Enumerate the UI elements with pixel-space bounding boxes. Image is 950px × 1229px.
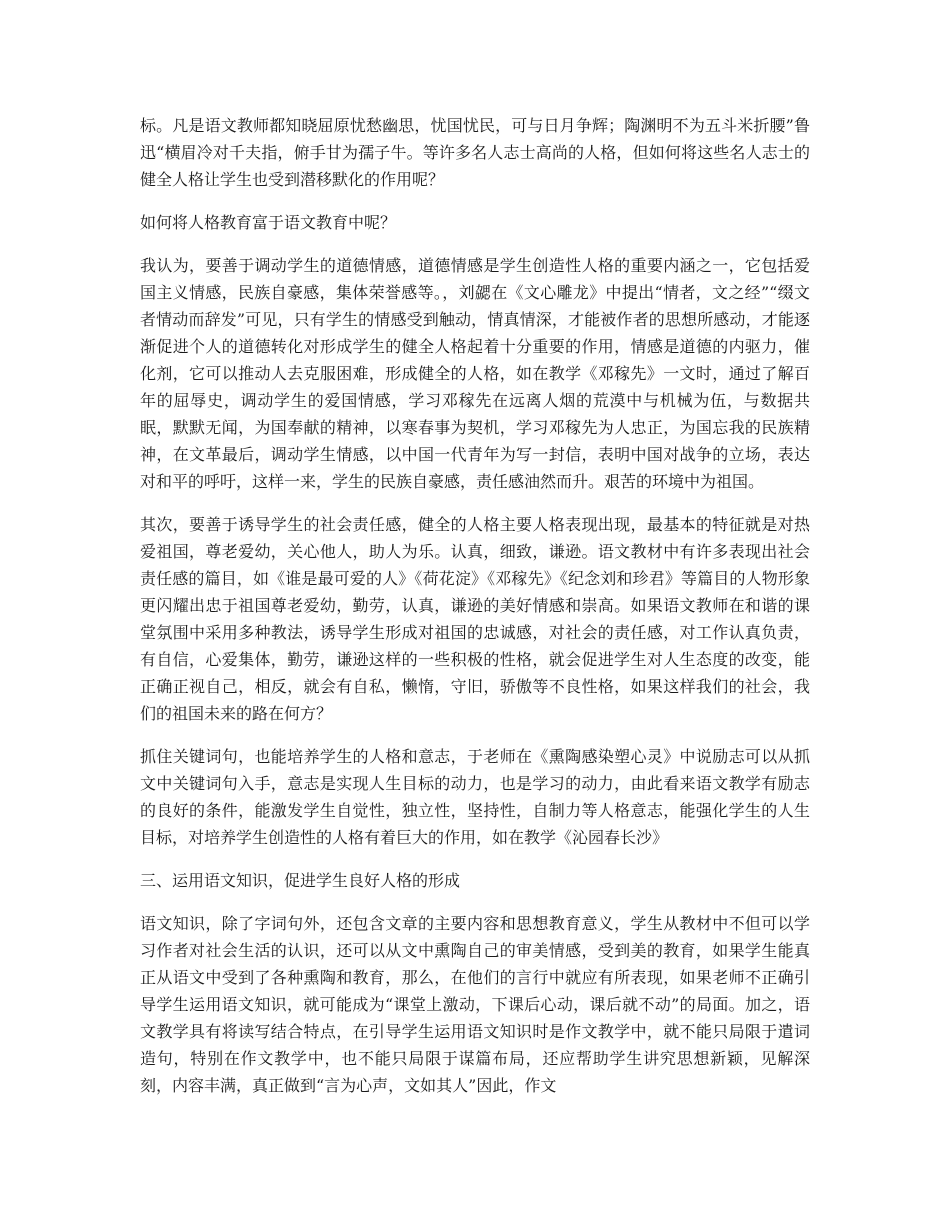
paragraph-1: 标。凡是语文教师都知晓屈原忧愁幽思，忧国忧民，可与日月争辉；陶渊明不为五斗米折腰”鲁迅“横眉冷对千夫指，俯手甘为孺子牛。等许多名人志士高尚的人格，但如何将这些名人志士的健全人格让学生也受到潜移默化的作用呢？ — [140, 116, 810, 189]
paragraph-3: 我认为，要善于调动学生的道德情感，道德情感是学生创造性人格的重要内涵之一，它包括爱国主义情感，民族自豪感，集体荣誉感等。，刘勰在《文心雕龙》中提出“情者，文之经”“缀文者情动而辞发”可见，只有学生的情感受到触动，情真情深，才能被作者的思想所感动，才能逐渐促进个人的道德转化对形成学生的健全人格起着十分重要的作用，情感是道德的内驱力，催化剂，它可以推动人去克服困难，形成健全的人格，如在教学《邓稼先》一文时，通过了解百年的屈辱史，调动学生的爱国情感，学习邓稼先在远离人烟的荒漠中与机械为伍，与数据共眠，默默无闻，为国奉献的精神，以寒春事为契机，学习邓稼先为人忠正，为国忘我的民族精神，在文革最后，调动学生情感，以中国一代青年为写一封信，表明中国对战争的立场，表达对和平的呼吁，这样一来，学生的民族自豪感，责任感油然而升。艰苦的环境中为祖国。 — [140, 256, 810, 491]
paragraph-5: 抓住关键词句，也能培养学生的人格和意志，于老师在《熏陶感染塑心灵》中说励志可以从抓文中关键词句入手，意志是实现人生目标的动力，也是学习的动力，由此看来语文教学有励志的良好的条件，能激发学生自觉性，独立性，坚持性，自制力等人格意志，能强化学生的人生目标，对培养学生创造性的人格有着巨大的作用，如在教学《沁园春长沙》 — [140, 747, 810, 847]
document-page — [140, 112, 810, 1115]
paragraph-2: 如何将人格教育富于语文教育中呢？ — [140, 213, 397, 232]
paragraph-7: 语文知识，除了字词句外，还包含文章的主要内容和思想教育意义，学生从教材中不但可以学习作者对社会生活的认识，还可以从文中熏陶自己的审美情感，受到美的教育，如果学生能真正从语文中受到了各种熏陶和教育，那么，在他们的言行中就应有所表现，如果老师不正确引导学生运用语文知识，就可能成为“课堂上激动，下课后心动，课后就不动”的局面。加之，语文教学具有将读写结合特点，在引导学生运用语文知识时是作文教学中，就不能只局限于遣词造句，特别在作文教学中，也不能只局限于谋篇布局，还应帮助学生讲究思想新颖，见解深刻，内容丰满，真正做到“言为心声，文如其人”因此，作文 — [140, 914, 810, 1095]
paragraph-4: 其次，要善于诱导学生的社会责任感，健全的人格主要人格表现出现，最基本的特征就是对热爱祖国，尊老爱幼，关心他人，助人为乐。认真，细致，谦逊。语文教材中有许多表现出社会责任感的篇目，如《谁是最可爱的人》《荷花淀》《邓稼先》《纪念刘和珍君》等篇目的人物形象更闪耀出忠于祖国尊老爱幼，勤劳，认真，谦逊的美好情感和崇高。如果语文教师在和谐的课堂氛围中采用多种教法，诱导学生形成对祖国的忠诚感，对社会的责任感，对工作认真负责，有自信，心爱集体，勤劳，谦逊这样的一些积极的性格，就会促进学生对人生态度的改变，能正确正视自己，相反，就会有自私，懒惰，守旧，骄傲等不良性格，如果这样我们的社会，我们的祖国未来的路在何方？ — [140, 515, 810, 723]
section-heading: 三、运用语文知识，促进学生良好人格的形成 — [140, 871, 461, 890]
